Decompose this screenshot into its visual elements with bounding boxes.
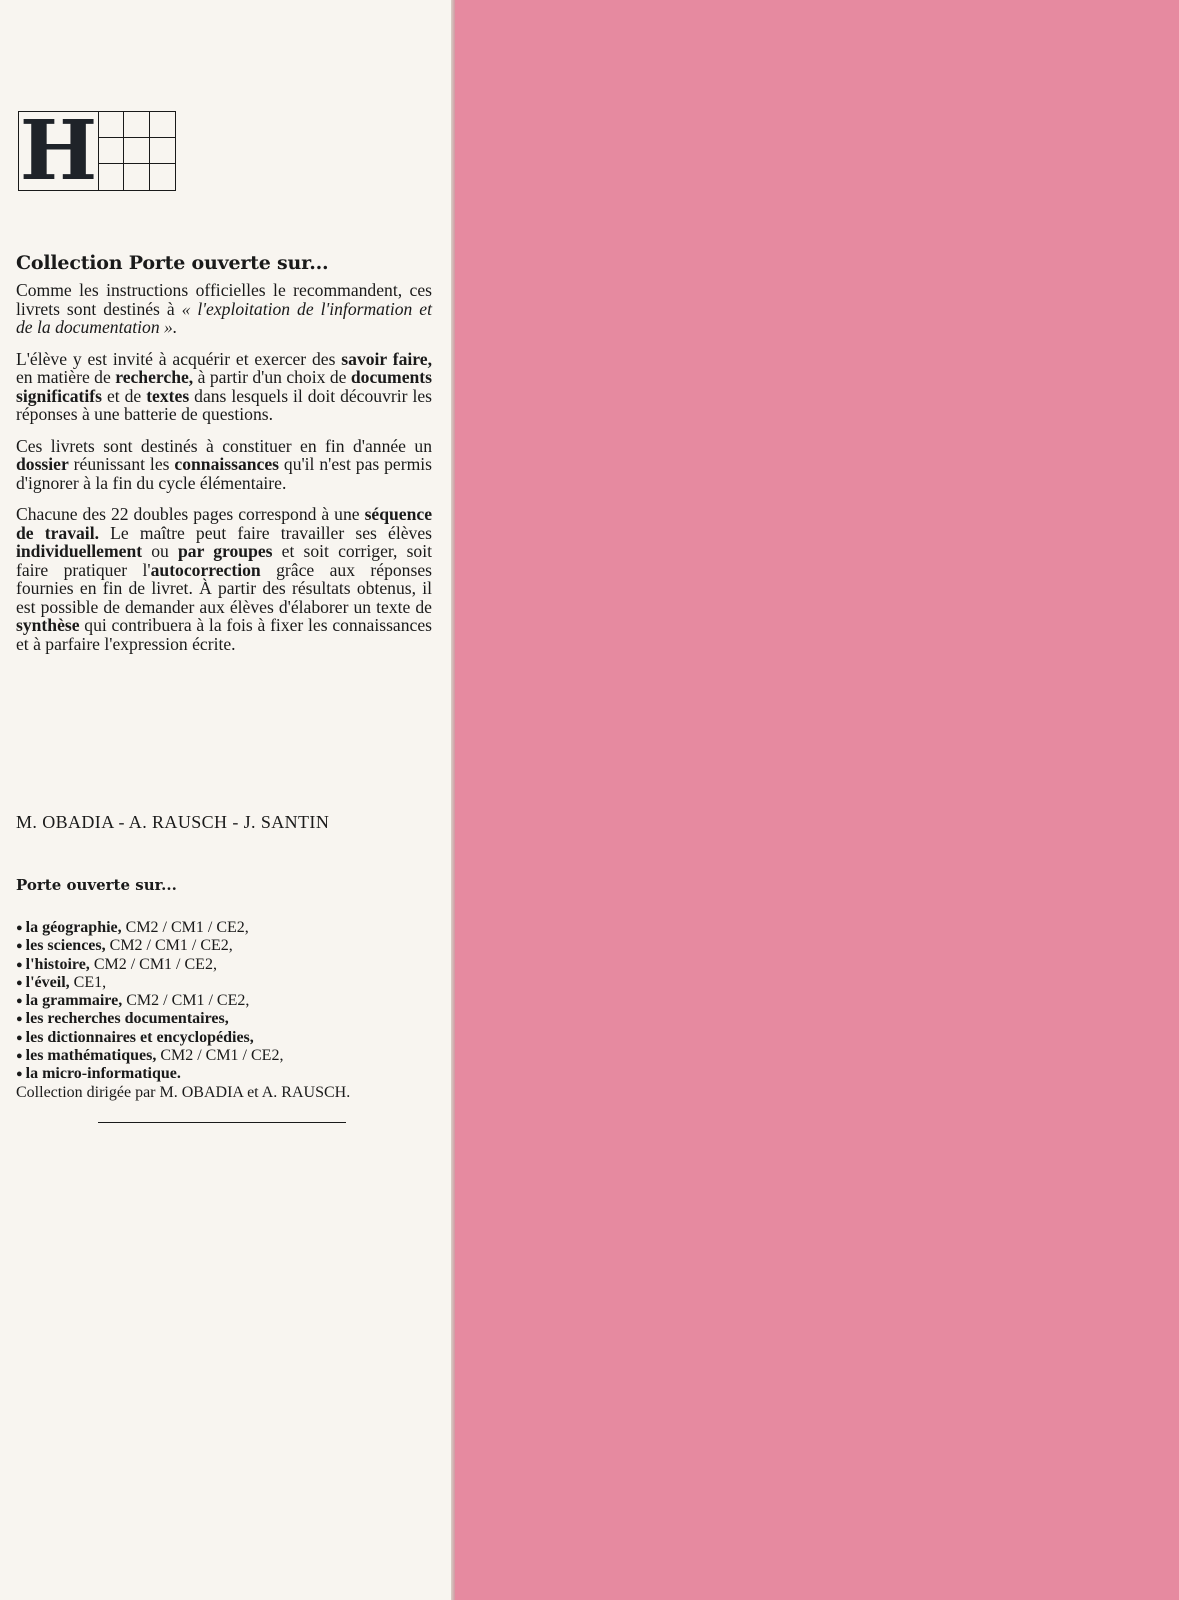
paragraph-sequence: Chacune des 22 doubles pages correspond à une séquence de travail. Le maître peut faire travailler ses élèves individuellement ou par groupes et soit corriger, soit faire pratiquer l'autocorrection grâce aux réponses fournies en fin de livret. À partir des résultats obtenus, il est possible de demander aux élèves d'élaborer un texte de synthèse qui contribuera à la fois à fixer les connaissances et à parfaire l'expression écrite. (16, 504, 433, 654)
publisher-logo (18, 103, 176, 199)
list-item: ● les recherches documentaires, (16, 1010, 229, 1028)
list-item: ● la géographie, CM2 / CM1 / CE2, (16, 919, 249, 936)
authors-line: M. OBADIA - A. RAUSCH - J. SANTIN (16, 812, 330, 832)
bullet-icon: ● (16, 940, 23, 953)
paragraph-intro: Comme les instructions officielles le recommandent, ces livrets sont destinés à « l'exploitation de l'information et de la documentation ». (16, 280, 432, 337)
bullet-icon: ● (16, 922, 23, 934)
list-item: ● la micro-informatique. (16, 1065, 181, 1083)
paragraph-dossier: Ces livrets sont destinés à constituer en fin d'année un dossier réunissant les connaissances qu'il n'est pas permis d'ignorer à la fin du cycle élémentaire. (16, 435, 433, 493)
paragraph-skills: L'élève y est invité à acquérir et exercer des savoir faire, en matière de recherche, à partir d'un choix de documents significatifs et de textes dans lesquels il doit découvrir les réponses à une batterie de questions. (16, 348, 432, 424)
list-item: ● les sciences, CM2 / CM1 / CE2, (16, 937, 233, 955)
list-item: ● l'histoire, CM2 / CM1 / CE2, (16, 955, 217, 973)
bullet-icon: ● (16, 1013, 23, 1026)
list-item: ● les dictionnaires et encyclopédies, (16, 1028, 254, 1046)
collection-credit: Collection dirigée par M. OBADIA et A. RAUSCH. (16, 1083, 351, 1101)
series-title: Porte ouverte sur... (16, 876, 177, 894)
logo-grid (99, 112, 175, 190)
collection-description (16, 252, 432, 666)
bullet-icon: ● (16, 976, 23, 989)
divider-rule (98, 1122, 346, 1123)
pink-cover-panel (455, 0, 1179, 1600)
list-item: ● la grammaire, CM2 / CM1 / CE2, (16, 992, 250, 1010)
bullet-icon: ● (16, 995, 23, 1008)
collection-title: Collection Porte ouverte sur... (16, 252, 329, 274)
list-item: ● l'éveil, CE1, (16, 973, 107, 991)
back-cover-text-panel (0, 0, 455, 1600)
logo-letter: H (19, 103, 98, 199)
bullet-icon: ● (16, 1050, 23, 1063)
bullet-icon: ● (16, 1031, 23, 1044)
bullet-icon: ● (16, 1068, 23, 1081)
bullet-icon: ● (16, 958, 23, 971)
series-list (16, 919, 350, 1102)
list-item: ● les mathématiques, CM2 / CM1 / CE2, (16, 1047, 284, 1065)
